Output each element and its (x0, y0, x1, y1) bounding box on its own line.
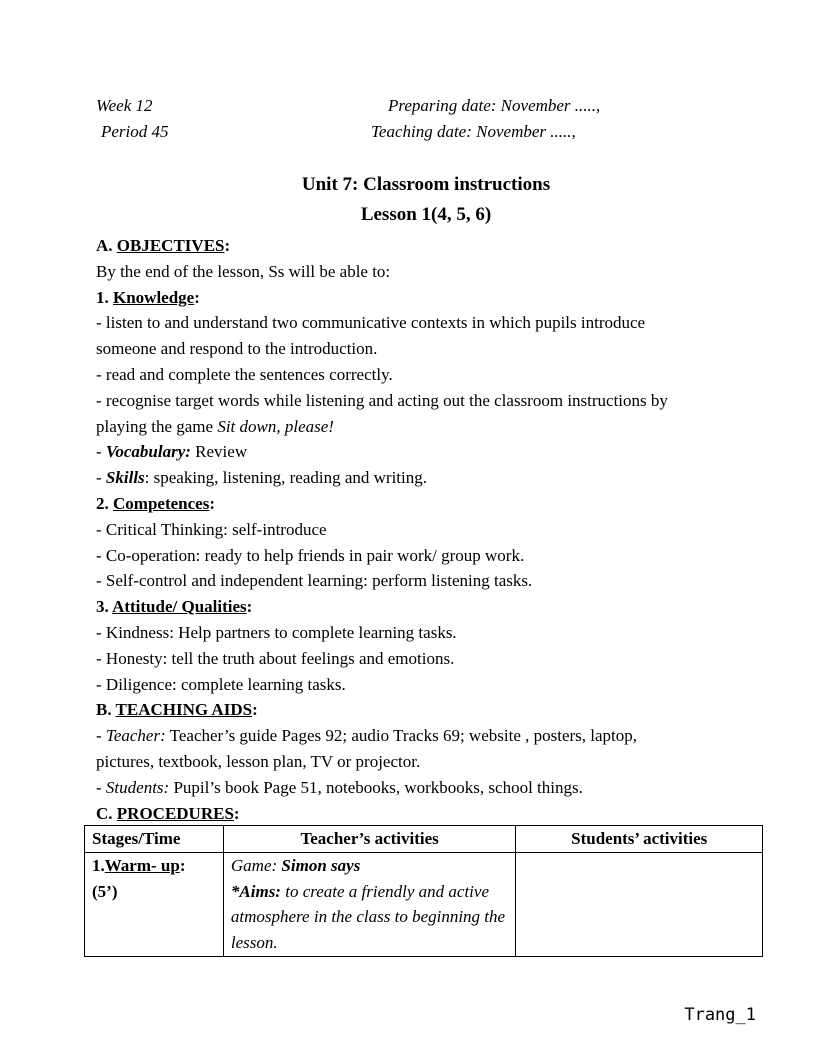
knowledge-line: someone and respond to the introduction. (96, 339, 378, 359)
knowledge-line: - read and complete the sentences correctly. (96, 364, 393, 384)
vocabulary-line: - Vocabulary: Review (96, 442, 248, 462)
knowledge-line: - listen to and understand two communicative contexts in which pupils introduce (96, 313, 646, 333)
page-number: Trang_1 (684, 1005, 756, 1025)
stage-name: 1.Warm- up: (92, 855, 186, 875)
table-header-row (85, 826, 763, 853)
attitude-item: - Diligence: complete learning tasks. (96, 674, 346, 694)
student-aids-line: - Students: Pupil’s book Page 51, notebooks, workbooks, school things. (96, 777, 583, 797)
knowledge-heading: 1. Knowledge: (96, 287, 200, 307)
lesson-title: Lesson 1(4, 5, 6) (360, 204, 492, 225)
knowledge-line: playing the game Sit down, please! (96, 416, 334, 436)
week-label: Week 12 (96, 96, 153, 115)
competence-item: - Self-control and independent learning: perform listening tasks. (96, 571, 533, 591)
unit-title: Unit 7: Classroom instructions (301, 174, 551, 195)
competence-item: - Co-operation: ready to help friends in pair work/ group work. (96, 545, 525, 565)
competence-item: - Critical Thinking: self-introduce (96, 519, 327, 539)
table-row (85, 852, 763, 956)
procedures-table (84, 825, 763, 957)
column-header-students: Students’ activities (516, 826, 763, 853)
knowledge-line: - recognise target words while listening and acting out the classroom instructions by (96, 390, 668, 410)
aims-text: *Aims: to create a friendly and active atmosphere in the class to beginning the lesson. (230, 881, 506, 953)
attitude-heading: 3. Attitude/ Qualities: (96, 597, 253, 617)
objectives-intro: By the end of the lesson, Ss will be able to: (96, 261, 391, 281)
attitude-item: - Kindness: Help partners to complete learning tasks. (96, 622, 457, 642)
game-line: Game: Simon says (230, 855, 361, 875)
period-label: Period 45 (101, 122, 169, 141)
lesson-plan-body (96, 233, 746, 826)
competences-heading: 2. Competences: (96, 493, 215, 513)
objectives-heading: A. OBJECTIVES: (96, 236, 231, 255)
stage-cell (85, 852, 224, 956)
teacher-activity-cell (223, 852, 516, 956)
teaching-aids-heading: B. TEACHING AIDS: (96, 700, 258, 720)
skills-line: - Skills: speaking, listening, reading and writing. (96, 468, 428, 488)
teacher-aids-line: pictures, textbook, lesson plan, TV or projector. (96, 751, 421, 771)
preparing-date: Preparing date: November ....., (388, 96, 601, 115)
column-header-teacher: Teacher’s activities (223, 826, 516, 853)
attitude-item: - Honesty: tell the truth about feelings and emotions. (96, 648, 455, 668)
column-header-stages: Stages/Time (85, 826, 224, 853)
teacher-aids-line: - Teacher: Teacher’s guide Pages 92; audio Tracks 69; website , posters, laptop, (96, 726, 638, 746)
stage-time: (5’) (92, 881, 118, 901)
student-activity-cell (516, 852, 763, 956)
teaching-date: Teaching date: November ....., (371, 122, 576, 141)
procedures-heading: C. PROCEDURES: (96, 803, 240, 823)
